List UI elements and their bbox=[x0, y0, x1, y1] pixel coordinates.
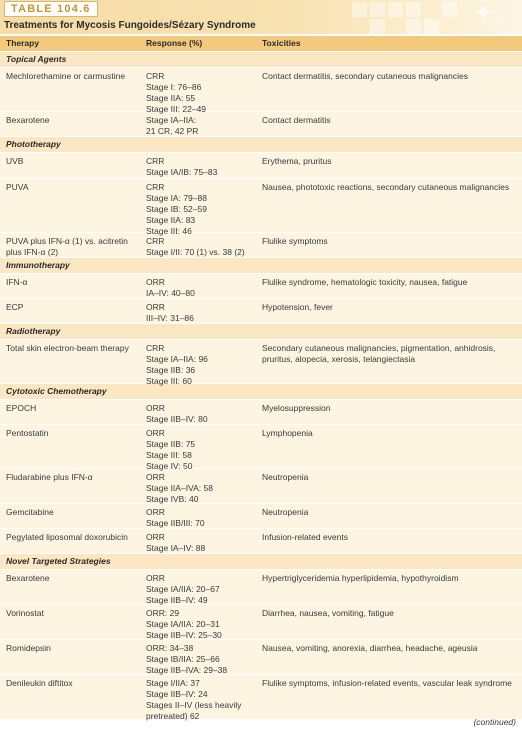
section-label: Cytotoxic Chemotherapy bbox=[6, 386, 107, 396]
table-row bbox=[0, 529, 522, 554]
response-cell: CRR Stage IA–IIA: 96 Stage IIB: 36 Stage III: 60 bbox=[146, 343, 208, 386]
column-header-toxicities: Toxicities bbox=[262, 38, 301, 48]
decorative-pattern bbox=[342, 0, 522, 34]
table-row bbox=[0, 112, 522, 137]
response-cell: ORR: 29 Stage IA/IIA: 20–31 Stage IIB–IV: 25–30 bbox=[146, 608, 222, 640]
section-row bbox=[0, 324, 522, 340]
response-cell: ORR Stage IA–IV: 88 bbox=[146, 532, 206, 553]
table-row bbox=[0, 675, 522, 720]
toxicities-cell: Diarrhea, nausea, vomiting, fatigue bbox=[262, 608, 394, 618]
response-cell: CRR Stage IA/IB: 75–83 bbox=[146, 156, 218, 177]
therapy-cell: UVB bbox=[6, 156, 24, 166]
therapy-cell: PUVA bbox=[6, 182, 29, 192]
table-header-row bbox=[0, 36, 522, 52]
table-row bbox=[0, 274, 522, 299]
section-row bbox=[0, 52, 522, 68]
therapy-cell: Total skin electron-beam therapy bbox=[6, 343, 129, 353]
response-cell: CRR Stage I/II: 70 (1) vs. 38 (2) bbox=[146, 236, 245, 257]
toxicities-cell: Hypotension, fever bbox=[262, 302, 333, 312]
table-row bbox=[0, 570, 522, 605]
star-icon: ✦ bbox=[474, 0, 493, 25]
continued-note: (continued) bbox=[473, 717, 516, 727]
section-row bbox=[0, 137, 522, 153]
therapy-cell: Pentostatin bbox=[6, 428, 49, 438]
toxicities-cell: Hypertriglyceridemia hyperlipidemia, hypothyroidism bbox=[262, 573, 459, 583]
section-row bbox=[0, 258, 522, 274]
toxicities-cell: Flulike symptoms, infusion-related events, vascular leak syndrome bbox=[262, 678, 512, 688]
therapy-cell: Fludarabine plus IFN-α bbox=[6, 472, 93, 482]
table-row bbox=[0, 469, 522, 504]
table-row bbox=[0, 233, 522, 258]
section-row bbox=[0, 384, 522, 400]
column-header-therapy: Therapy bbox=[6, 38, 40, 48]
therapy-cell: Bexarotene bbox=[6, 115, 50, 125]
therapy-cell: Gemcitabine bbox=[6, 507, 54, 517]
therapy-cell: Pegylated liposomal doxorubicin bbox=[6, 532, 128, 542]
response-cell: ORR: 34–38 Stage IB/IIA: 25–66 Stage IIB–IVA: 29–38 bbox=[146, 643, 228, 675]
response-cell: CRR Stage I: 76–86 Stage IIA: 55 Stage III: 22–49 bbox=[146, 71, 207, 114]
toxicities-cell: Flulike symptoms bbox=[262, 236, 328, 246]
table-title: Treatments for Mycosis Fungoides/Sézary Syndrome bbox=[4, 20, 256, 31]
response-cell: ORR III–IV: 31–86 bbox=[146, 302, 194, 323]
therapy-cell: Vorinostat bbox=[6, 608, 44, 618]
therapy-cell: EPOCH bbox=[6, 403, 37, 413]
table-row bbox=[0, 299, 522, 324]
therapy-cell: Romidepsin bbox=[6, 643, 51, 653]
toxicities-cell: Flulike syndrome, hematologic toxicity, nausea, fatigue bbox=[262, 277, 468, 287]
table-row bbox=[0, 400, 522, 425]
toxicities-cell: Nausea, phototoxic reactions, secondary cutaneous malignancies bbox=[262, 182, 510, 192]
response-cell: CRR Stage IA: 79–88 Stage IB: 52–59 Stage IIA: 83 Stage III: 46 bbox=[146, 182, 207, 236]
table-number-tag: TABLE 104.6 bbox=[4, 1, 98, 17]
column-header-response: Response (%) bbox=[146, 38, 203, 48]
table-row bbox=[0, 640, 522, 675]
therapy-cell: ECP bbox=[6, 302, 24, 312]
toxicities-cell: Secondary cutaneous malignancies, pigmentation, anhidrosis, pruritus, alopecia, xerosis, telangiectasia bbox=[262, 343, 496, 364]
table-banner bbox=[0, 0, 522, 34]
table-row bbox=[0, 340, 522, 384]
response-cell: ORR IA–IV: 40–80 bbox=[146, 277, 195, 298]
response-cell: ORR Stage IA/IIA: 20–67 Stage IIB–IV: 49 bbox=[146, 573, 220, 605]
toxicities-cell: Lymphopenia bbox=[262, 428, 313, 438]
table-row bbox=[0, 425, 522, 469]
response-cell: Stage I/IIA: 37 Stage IIB–IV: 24 Stages II–IV (less heavily pretreated) 62 bbox=[146, 678, 242, 721]
table-row bbox=[0, 605, 522, 640]
toxicities-cell: Neutropenia bbox=[262, 507, 309, 517]
response-cell: ORR Stage IIA–IVA: 58 Stage IVB: 40 bbox=[146, 472, 213, 504]
star-icon: ✧ bbox=[492, 12, 506, 29]
toxicities-cell: Nausea, vomiting, anorexia, diarrhea, headache, ageusia bbox=[262, 643, 478, 653]
therapy-cell: Mechlorethamine or carmustine bbox=[6, 71, 126, 81]
therapy-cell: IFN-α bbox=[6, 277, 28, 287]
toxicities-cell: Infusion-related events bbox=[262, 532, 348, 542]
table-row bbox=[0, 153, 522, 179]
toxicities-cell: Myelosuppression bbox=[262, 403, 331, 413]
toxicities-cell: Contact dermatitis, secondary cutaneous malignancies bbox=[262, 71, 468, 81]
section-label: Immunotherapy bbox=[6, 260, 70, 270]
table-row bbox=[0, 504, 522, 529]
toxicities-cell: Erythema, pruritus bbox=[262, 156, 332, 166]
response-cell: ORR Stage IIB/III: 70 bbox=[146, 507, 205, 528]
table-row bbox=[0, 68, 522, 112]
toxicities-cell: Contact dermatitis bbox=[262, 115, 331, 125]
therapy-cell: Denileukin diftitox bbox=[6, 678, 73, 688]
section-label: Topical Agents bbox=[6, 54, 67, 64]
table-row bbox=[0, 179, 522, 236]
section-label: Novel Targeted Strategies bbox=[6, 556, 111, 566]
response-cell: ORR Stage IIB–IV: 80 bbox=[146, 403, 208, 424]
toxicities-cell: Neutropenia bbox=[262, 472, 309, 482]
section-label: Radiotherapy bbox=[6, 326, 61, 336]
therapy-cell: Bexarotene bbox=[6, 573, 50, 583]
section-label: Phototherapy bbox=[6, 139, 61, 149]
response-cell: ORR Stage IIB: 75 Stage III: 58 Stage IV: 50 bbox=[146, 428, 196, 471]
response-cell: Stage IA–IIA: 21 CR, 42 PR bbox=[146, 115, 199, 136]
therapy-cell: PUVA plus IFN-α (1) vs. acitretin plus IFN-α (2) bbox=[6, 236, 128, 257]
section-row bbox=[0, 554, 522, 570]
treatments-table bbox=[0, 36, 522, 720]
